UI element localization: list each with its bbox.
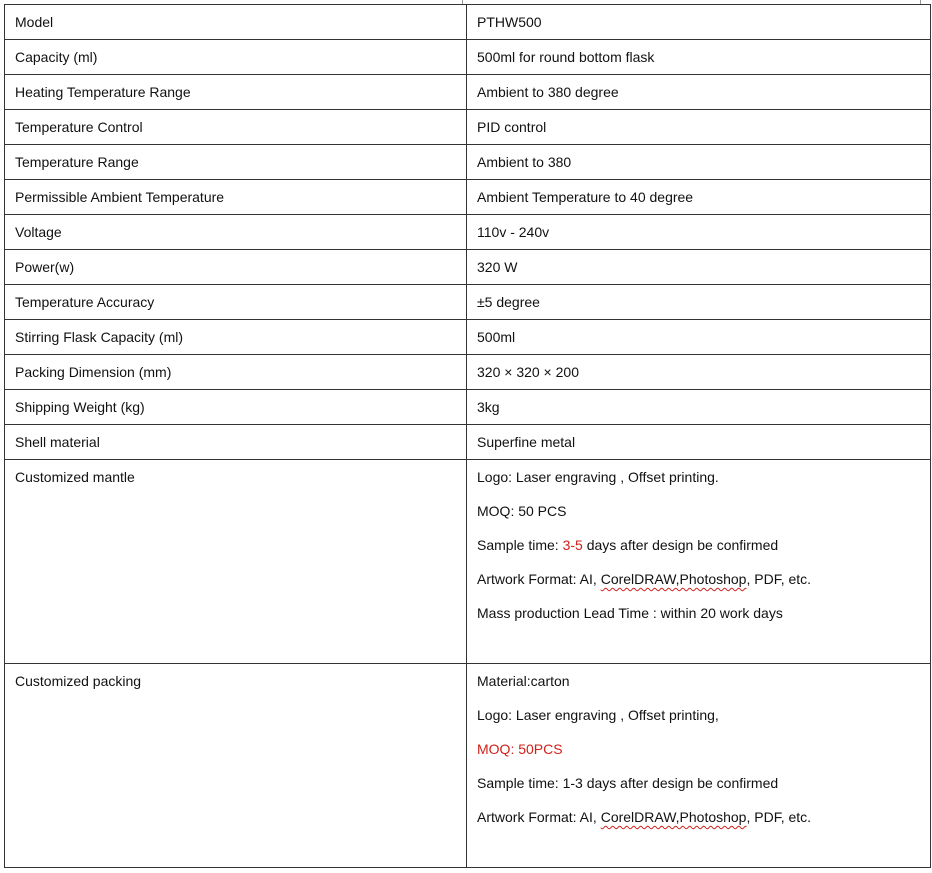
mantle-sample-prefix: Sample time:: [477, 537, 563, 553]
row-label: Temperature Accuracy: [5, 285, 467, 320]
mantle-artwork-prefix: Artwork Format: AI,: [477, 571, 601, 587]
mantle-sample-days: 3-5: [562, 537, 583, 553]
spec-table-body: [5, 5, 931, 868]
row-label: Shell material: [5, 425, 467, 460]
row-label: Temperature Range: [5, 145, 467, 180]
row-value: Ambient Temperature to 40 degree: [467, 180, 931, 215]
table-row: [5, 425, 931, 460]
table-row: [5, 110, 931, 145]
mantle-artwork-format: [477, 562, 920, 596]
row-label: Customized mantle: [5, 460, 467, 664]
mantle-artwork-software: CorelDRAW,Photoshop: [600, 571, 747, 587]
packing-artwork-suffix: , PDF, etc.: [746, 809, 812, 825]
row-value: 110v - 240v: [467, 215, 931, 250]
row-value: 320 W: [467, 250, 931, 285]
packing-artwork-software: CorelDRAW,Photoshop: [600, 809, 747, 825]
row-label: Temperature Control: [5, 110, 467, 145]
row-label: Model: [5, 5, 467, 40]
table-row: [5, 285, 931, 320]
row-value: 500ml for round bottom flask: [467, 40, 931, 75]
table-row: [5, 215, 931, 250]
row-value-packing: [467, 664, 931, 868]
mantle-sample-time: [477, 528, 920, 562]
mantle-logo: Logo: Laser engraving , Offset printing.: [477, 469, 719, 485]
table-row: [5, 355, 931, 390]
mantle-lead-time: Mass production Lead Time : within 20 work days: [477, 605, 783, 621]
mantle-sample-suffix: days after design be confirmed: [582, 537, 779, 553]
mantle-artwork-suffix: , PDF, etc.: [746, 571, 812, 587]
row-label: Permissible Ambient Temperature: [5, 180, 467, 215]
table-row: [5, 5, 931, 40]
table-row-customized-mantle: [5, 460, 931, 664]
row-value: Ambient to 380 degree: [467, 75, 931, 110]
table-row: [5, 180, 931, 215]
row-value: 500ml: [467, 320, 931, 355]
spec-table: [4, 4, 931, 868]
row-value: PTHW500: [467, 5, 931, 40]
table-row: [5, 320, 931, 355]
row-value: 320 × 320 × 200: [467, 355, 931, 390]
row-value: Superfine metal: [467, 425, 931, 460]
row-value: ±5 degree: [467, 285, 931, 320]
table-row: [5, 75, 931, 110]
table-row: [5, 40, 931, 75]
row-value: 3kg: [467, 390, 931, 425]
row-value-mantle: [467, 460, 931, 664]
row-label: Power(w): [5, 250, 467, 285]
row-label: Shipping Weight (kg): [5, 390, 467, 425]
row-label: Voltage: [5, 215, 467, 250]
table-row: [5, 250, 931, 285]
packing-material: Material:carton: [477, 673, 570, 689]
mantle-moq: MOQ: 50 PCS: [477, 503, 567, 519]
packing-artwork-format: [477, 800, 920, 834]
packing-artwork-prefix: Artwork Format: AI,: [477, 809, 601, 825]
row-value: Ambient to 380: [467, 145, 931, 180]
packing-sample-time: Sample time: 1-3 days after design be confirmed: [477, 775, 779, 791]
row-label: Heating Temperature Range: [5, 75, 467, 110]
row-label: Packing Dimension (mm): [5, 355, 467, 390]
table-row: [5, 145, 931, 180]
packing-logo: Logo: Laser engraving , Offset printing,: [477, 707, 719, 723]
packing-moq: MOQ: 50PCS: [477, 741, 563, 757]
row-label: Capacity (ml): [5, 40, 467, 75]
table-row-customized-packing: [5, 664, 931, 868]
row-label: Stirring Flask Capacity (ml): [5, 320, 467, 355]
row-label: Customized packing: [5, 664, 467, 868]
row-value: PID control: [467, 110, 931, 145]
table-row: [5, 390, 931, 425]
